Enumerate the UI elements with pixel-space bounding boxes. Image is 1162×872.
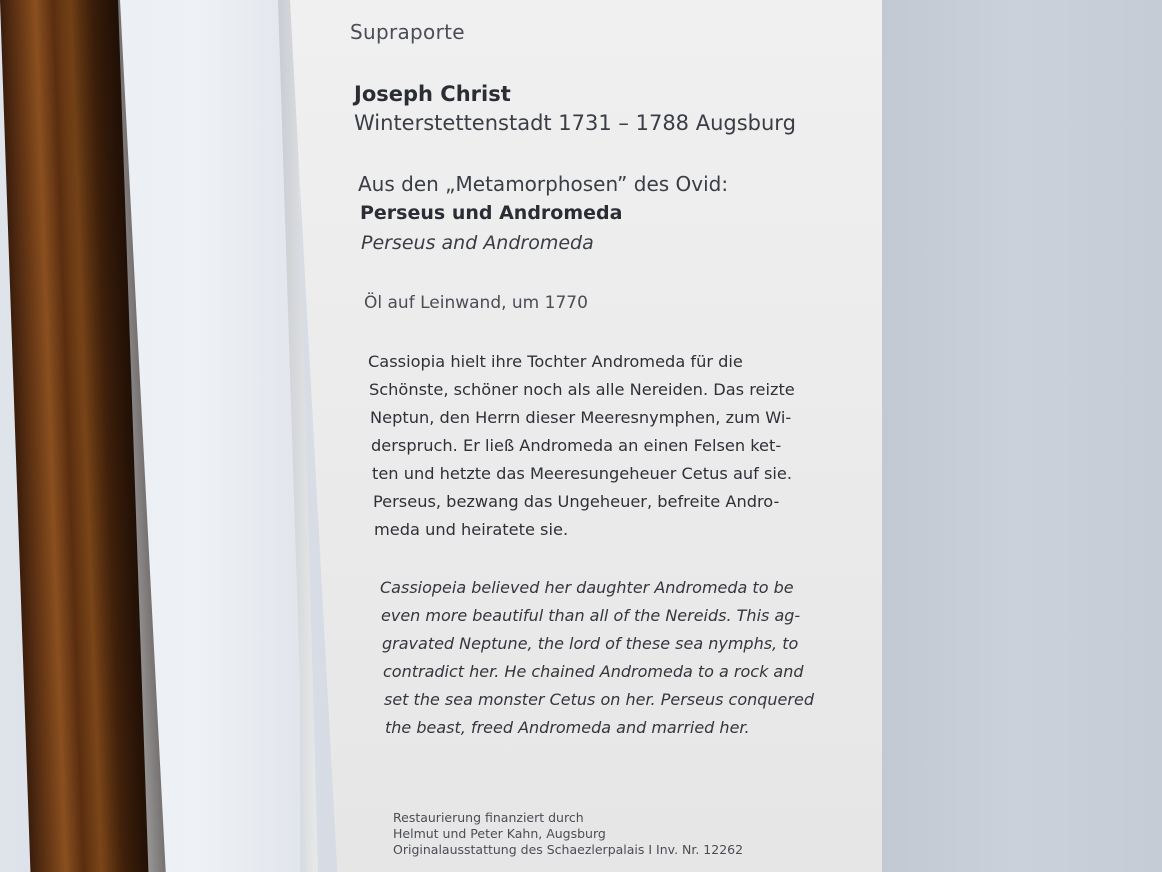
description-en-line: contradict her. He chained Andromeda to a rock and (383, 662, 804, 681)
description-de-line: meda und heiratete sie. (374, 520, 569, 539)
description-en-line: Cassiopeia believed her daughter Andromeda to be (380, 578, 794, 597)
credits-line: Originalausstattung des Schaezlerpalais I Inv. Nr. 12262 (393, 842, 744, 857)
label-kicker: Supraporte (350, 20, 465, 44)
wall-right (880, 0, 1162, 872)
description-de-line: ten und hetzte das Meeresungeheuer Cetus auf sie. (372, 464, 793, 483)
series-line: Aus den „Metamorphosen” des Ovid: (358, 172, 729, 196)
description-en-line: gravated Neptune, the lord of these sea nymphs, to (382, 634, 799, 653)
description-de-line: Schönste, schöner noch als alle Nereiden. Das reizte (369, 380, 795, 399)
description-en-line: even more beautiful than all of the Nereids. This ag- (381, 606, 801, 625)
description-de-line: Cassiopia hielt ihre Tochter Andromeda für die (368, 352, 743, 371)
label-credits (393, 810, 743, 858)
artwork-title-en: Perseus and Andromeda (361, 232, 594, 254)
credits-line: Restaurierung finanziert durch (393, 810, 584, 825)
description-german (368, 348, 795, 544)
artwork-title-de: Perseus und Andromeda (360, 202, 623, 224)
credits-line: Helmut und Peter Kahn, Augsburg (393, 826, 606, 841)
description-en-line: set the sea monster Cetus on her. Perseus conquered (384, 690, 814, 709)
description-de-line: Perseus, bezwang das Ungeheuer, befreite Andro- (373, 492, 780, 511)
description-de-line: derspruch. Er ließ Andromeda an einen Felsen ket- (371, 436, 782, 455)
artist-life-dates: Winterstettenstadt 1731 – 1788 Augsburg (354, 111, 796, 135)
artwork-medium: Öl auf Leinwand, um 1770 (364, 293, 588, 313)
description-en-line: the beast, freed Andromeda and married her. (385, 718, 750, 737)
artist-name: Joseph Christ (354, 82, 511, 106)
description-english (380, 574, 814, 742)
description-de-line: Neptun, den Herrn dieser Meeresnymphen, zum Wi- (370, 408, 792, 427)
